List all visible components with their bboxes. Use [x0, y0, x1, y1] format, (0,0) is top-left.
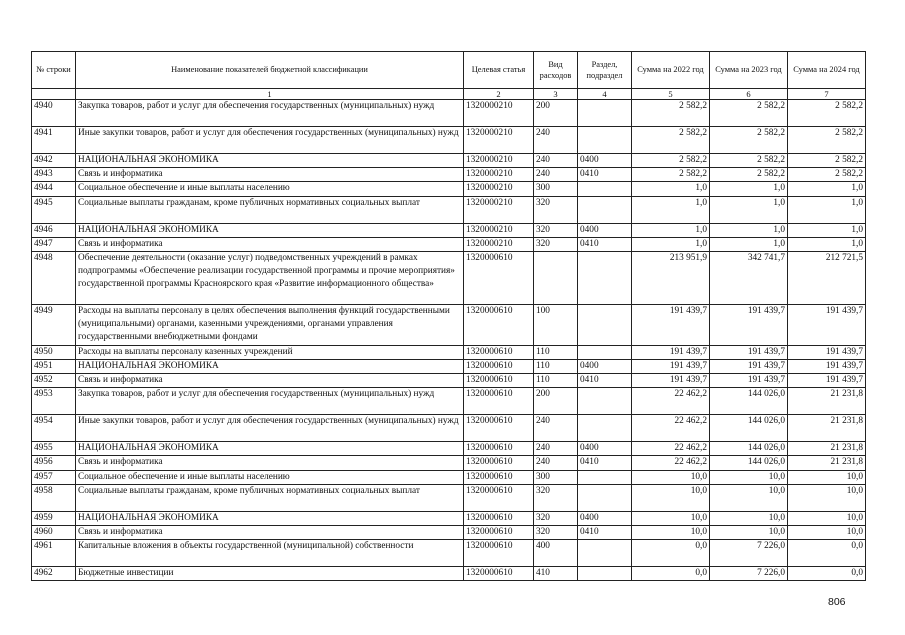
table-row	[32, 388, 866, 415]
row-number: 4947	[32, 237, 76, 251]
sum-2023: 191 439,7	[710, 305, 788, 346]
sum-2023: 1,0	[710, 237, 788, 251]
target-article: 1320000610	[464, 415, 534, 442]
column-number-row	[32, 89, 866, 100]
table-row	[32, 237, 866, 251]
indicator-name: Иные закупки товаров, работ и услуг для обеспечения государственных (муниципальных) нужд	[76, 127, 464, 154]
sum-2023: 144 026,0	[710, 415, 788, 442]
sum-2023: 7 226,0	[710, 567, 788, 581]
table-row	[32, 359, 866, 373]
section-code	[578, 182, 632, 196]
section-code	[578, 305, 632, 346]
sum-2024: 191 439,7	[788, 345, 866, 359]
header-indicator-name: Наименование показателей бюджетной классификации	[76, 52, 464, 89]
target-article: 1320000210	[464, 223, 534, 237]
expense-type: 240	[534, 442, 578, 456]
expense-type: 320	[534, 511, 578, 525]
sum-2023: 191 439,7	[710, 374, 788, 388]
indicator-name: Иные закупки товаров, работ и услуг для обеспечения государственных (муниципальных) нужд	[76, 415, 464, 442]
target-article: 1320000610	[464, 305, 534, 346]
table-row	[32, 511, 866, 525]
target-article: 1320000610	[464, 540, 534, 567]
sum-2022: 191 439,7	[632, 359, 710, 373]
target-article: 1320000610	[464, 567, 534, 581]
header-sum-2024: Сумма на 2024 год	[788, 52, 866, 89]
sum-2024: 21 231,8	[788, 388, 866, 415]
section-code	[578, 484, 632, 511]
sum-2023: 2 582,2	[710, 127, 788, 154]
row-number: 4941	[32, 127, 76, 154]
sum-2024: 212 721,5	[788, 252, 866, 305]
sum-2024: 0,0	[788, 567, 866, 581]
indicator-name: Расходы на выплаты персоналу казенных учреждений	[76, 345, 464, 359]
section-code: 0410	[578, 374, 632, 388]
column-number: 2	[464, 89, 534, 100]
target-article: 1320000610	[464, 456, 534, 470]
indicator-name: Капитальные вложения в объекты государственной (муниципальной) собственности	[76, 540, 464, 567]
sum-2022: 10,0	[632, 484, 710, 511]
sum-2024: 2 582,2	[788, 100, 866, 127]
sum-2022: 22 462,2	[632, 388, 710, 415]
sum-2023: 7 226,0	[710, 540, 788, 567]
sum-2023: 191 439,7	[710, 359, 788, 373]
expense-type	[534, 252, 578, 305]
expense-type: 320	[534, 237, 578, 251]
table-row	[32, 526, 866, 540]
sum-2024: 2 582,2	[788, 168, 866, 182]
indicator-name: НАЦИОНАЛЬНАЯ ЭКОНОМИКА	[76, 154, 464, 168]
sum-2024: 10,0	[788, 484, 866, 511]
table-row	[32, 540, 866, 567]
section-code	[578, 470, 632, 484]
sum-2022: 1,0	[632, 196, 710, 223]
sum-2023: 10,0	[710, 484, 788, 511]
expense-type: 320	[534, 196, 578, 223]
page-number: 806	[828, 596, 846, 608]
row-number: 4954	[32, 415, 76, 442]
indicator-name: НАЦИОНАЛЬНАЯ ЭКОНОМИКА	[76, 442, 464, 456]
sum-2022: 22 462,2	[632, 442, 710, 456]
target-article: 1320000610	[464, 388, 534, 415]
sum-2023: 10,0	[710, 511, 788, 525]
column-number	[32, 89, 76, 100]
expense-type: 320	[534, 526, 578, 540]
expense-type: 110	[534, 374, 578, 388]
sum-2024: 10,0	[788, 526, 866, 540]
sum-2022: 0,0	[632, 567, 710, 581]
section-code: 0400	[578, 442, 632, 456]
section-code	[578, 388, 632, 415]
row-number: 4942	[32, 154, 76, 168]
section-code: 0400	[578, 359, 632, 373]
sum-2024: 191 439,7	[788, 374, 866, 388]
indicator-name: Закупка товаров, работ и услуг для обеспечения государственных (муниципальных) нужд	[76, 100, 464, 127]
row-number: 4949	[32, 305, 76, 346]
target-article: 1320000210	[464, 237, 534, 251]
sum-2024: 1,0	[788, 223, 866, 237]
sum-2022: 0,0	[632, 540, 710, 567]
header-target-article: Целевая статья	[464, 52, 534, 89]
sum-2022: 1,0	[632, 237, 710, 251]
row-number: 4956	[32, 456, 76, 470]
sum-2023: 144 026,0	[710, 388, 788, 415]
sum-2024: 1,0	[788, 182, 866, 196]
row-number: 4943	[32, 168, 76, 182]
table-row	[32, 374, 866, 388]
expense-type: 240	[534, 456, 578, 470]
section-code: 0410	[578, 526, 632, 540]
target-article: 1320000210	[464, 127, 534, 154]
section-code	[578, 252, 632, 305]
section-code	[578, 540, 632, 567]
expense-type: 300	[534, 182, 578, 196]
indicator-name: Социальное обеспечение и иные выплаты населению	[76, 470, 464, 484]
indicator-name: НАЦИОНАЛЬНАЯ ЭКОНОМИКА	[76, 359, 464, 373]
sum-2024: 21 231,8	[788, 456, 866, 470]
sum-2022: 10,0	[632, 511, 710, 525]
section-code: 0410	[578, 168, 632, 182]
expense-type: 410	[534, 567, 578, 581]
sum-2023: 2 582,2	[710, 168, 788, 182]
row-number: 4960	[32, 526, 76, 540]
sum-2022: 2 582,2	[632, 100, 710, 127]
row-number: 4951	[32, 359, 76, 373]
sum-2024: 2 582,2	[788, 127, 866, 154]
row-number: 4962	[32, 567, 76, 581]
section-code	[578, 127, 632, 154]
expense-type: 240	[534, 127, 578, 154]
expense-type: 320	[534, 484, 578, 511]
header-row	[32, 52, 866, 89]
sum-2022: 1,0	[632, 223, 710, 237]
table-row	[32, 484, 866, 511]
section-code: 0410	[578, 237, 632, 251]
header-row-number: № строки	[32, 52, 76, 89]
sum-2022: 2 582,2	[632, 154, 710, 168]
target-article: 1320000210	[464, 168, 534, 182]
row-number: 4952	[32, 374, 76, 388]
target-article: 1320000610	[464, 359, 534, 373]
sum-2022: 191 439,7	[632, 305, 710, 346]
indicator-name: Связь и информатика	[76, 168, 464, 182]
table-row	[32, 567, 866, 581]
column-number: 5	[632, 89, 710, 100]
sum-2023: 10,0	[710, 526, 788, 540]
sum-2022: 2 582,2	[632, 168, 710, 182]
row-number: 4953	[32, 388, 76, 415]
row-number: 4958	[32, 484, 76, 511]
expense-type: 300	[534, 470, 578, 484]
indicator-name: Закупка товаров, работ и услуг для обеспечения государственных (муниципальных) нужд	[76, 388, 464, 415]
indicator-name: Связь и информатика	[76, 456, 464, 470]
section-code: 0410	[578, 456, 632, 470]
column-number: 6	[710, 89, 788, 100]
sum-2022: 191 439,7	[632, 374, 710, 388]
target-article: 1320000610	[464, 526, 534, 540]
header-expense-type: Вид расходов	[534, 52, 578, 89]
table-row	[32, 415, 866, 442]
table-row	[32, 127, 866, 154]
section-code: 0400	[578, 511, 632, 525]
table-row	[32, 182, 866, 196]
sum-2024: 0,0	[788, 540, 866, 567]
column-number: 3	[534, 89, 578, 100]
header-section: Раздел, подраздел	[578, 52, 632, 89]
target-article: 1320000210	[464, 196, 534, 223]
expense-type: 240	[534, 168, 578, 182]
table-row	[32, 456, 866, 470]
indicator-name: НАЦИОНАЛЬНАЯ ЭКОНОМИКА	[76, 223, 464, 237]
sum-2023: 2 582,2	[710, 100, 788, 127]
expense-type: 320	[534, 223, 578, 237]
target-article: 1320000610	[464, 470, 534, 484]
table-row	[32, 305, 866, 346]
target-article: 1320000210	[464, 100, 534, 127]
table-body	[32, 100, 866, 581]
target-article: 1320000210	[464, 154, 534, 168]
indicator-name: Обеспечение деятельности (оказание услуг) подведомственных учреждений в рамках подпрограммы «Обеспечение реализации государственной программы и прочие мероприятия» государственной программы Красноярского края «Развитие информационного общества»	[76, 252, 464, 305]
target-article: 1320000610	[464, 252, 534, 305]
sum-2023: 2 582,2	[710, 154, 788, 168]
row-number: 4948	[32, 252, 76, 305]
target-article: 1320000610	[464, 345, 534, 359]
expense-type: 110	[534, 345, 578, 359]
target-article: 1320000610	[464, 374, 534, 388]
table-row	[32, 168, 866, 182]
indicator-name: Связь и информатика	[76, 237, 464, 251]
sum-2023: 1,0	[710, 223, 788, 237]
sum-2024: 10,0	[788, 470, 866, 484]
table-row	[32, 154, 866, 168]
column-number: 4	[578, 89, 632, 100]
section-code	[578, 345, 632, 359]
section-code	[578, 100, 632, 127]
indicator-name: Социальное обеспечение и иные выплаты населению	[76, 182, 464, 196]
column-number: 7	[788, 89, 866, 100]
target-article: 1320000610	[464, 484, 534, 511]
sum-2023: 144 026,0	[710, 442, 788, 456]
sum-2023: 1,0	[710, 196, 788, 223]
indicator-name: Социальные выплаты гражданам, кроме публичных нормативных социальных выплат	[76, 196, 464, 223]
row-number: 4957	[32, 470, 76, 484]
sum-2024: 191 439,7	[788, 359, 866, 373]
table-row	[32, 252, 866, 305]
header-sum-2022: Сумма на 2022 год	[632, 52, 710, 89]
row-number: 4940	[32, 100, 76, 127]
expense-type: 200	[534, 100, 578, 127]
sum-2022: 22 462,2	[632, 456, 710, 470]
expense-type: 200	[534, 388, 578, 415]
sum-2024: 10,0	[788, 511, 866, 525]
expense-type: 100	[534, 305, 578, 346]
sum-2024: 1,0	[788, 196, 866, 223]
table-row	[32, 345, 866, 359]
section-code	[578, 415, 632, 442]
sum-2022: 22 462,2	[632, 415, 710, 442]
column-number: 1	[76, 89, 464, 100]
row-number: 4961	[32, 540, 76, 567]
expense-type: 400	[534, 540, 578, 567]
section-code: 0400	[578, 154, 632, 168]
expense-type: 240	[534, 415, 578, 442]
indicator-name: Бюджетные инвестиции	[76, 567, 464, 581]
row-number: 4944	[32, 182, 76, 196]
indicator-name: НАЦИОНАЛЬНАЯ ЭКОНОМИКА	[76, 511, 464, 525]
row-number: 4950	[32, 345, 76, 359]
table-row	[32, 223, 866, 237]
table-row	[32, 196, 866, 223]
sum-2023: 1,0	[710, 182, 788, 196]
sum-2024: 21 231,8	[788, 415, 866, 442]
expense-type: 240	[534, 154, 578, 168]
sum-2024: 2 582,2	[788, 154, 866, 168]
sum-2022: 191 439,7	[632, 345, 710, 359]
section-code	[578, 567, 632, 581]
table-row	[32, 100, 866, 127]
indicator-name: Связь и информатика	[76, 374, 464, 388]
sum-2023: 342 741,7	[710, 252, 788, 305]
target-article: 1320000610	[464, 442, 534, 456]
indicator-name: Социальные выплаты гражданам, кроме публичных нормативных социальных выплат	[76, 484, 464, 511]
sum-2022: 10,0	[632, 470, 710, 484]
sum-2022: 1,0	[632, 182, 710, 196]
target-article: 1320000210	[464, 182, 534, 196]
section-code	[578, 196, 632, 223]
sum-2023: 191 439,7	[710, 345, 788, 359]
indicator-name: Связь и информатика	[76, 526, 464, 540]
budget-table	[31, 51, 866, 581]
sum-2024: 1,0	[788, 237, 866, 251]
sum-2022: 2 582,2	[632, 127, 710, 154]
table-row	[32, 442, 866, 456]
row-number: 4946	[32, 223, 76, 237]
row-number: 4945	[32, 196, 76, 223]
row-number: 4959	[32, 511, 76, 525]
sum-2023: 144 026,0	[710, 456, 788, 470]
target-article: 1320000610	[464, 511, 534, 525]
indicator-name: Расходы на выплаты персоналу в целях обеспечения выполнения функций государственными (муниципальными) органами, казенными учреждениями, органами управления государственными внебюджетными фондами	[76, 305, 464, 346]
sum-2023: 10,0	[710, 470, 788, 484]
expense-type: 110	[534, 359, 578, 373]
row-number: 4955	[32, 442, 76, 456]
section-code: 0400	[578, 223, 632, 237]
sum-2022: 10,0	[632, 526, 710, 540]
table-row	[32, 470, 866, 484]
header-sum-2023: Сумма на 2023 год	[710, 52, 788, 89]
sum-2024: 21 231,8	[788, 442, 866, 456]
sum-2022: 213 951,9	[632, 252, 710, 305]
sum-2024: 191 439,7	[788, 305, 866, 346]
